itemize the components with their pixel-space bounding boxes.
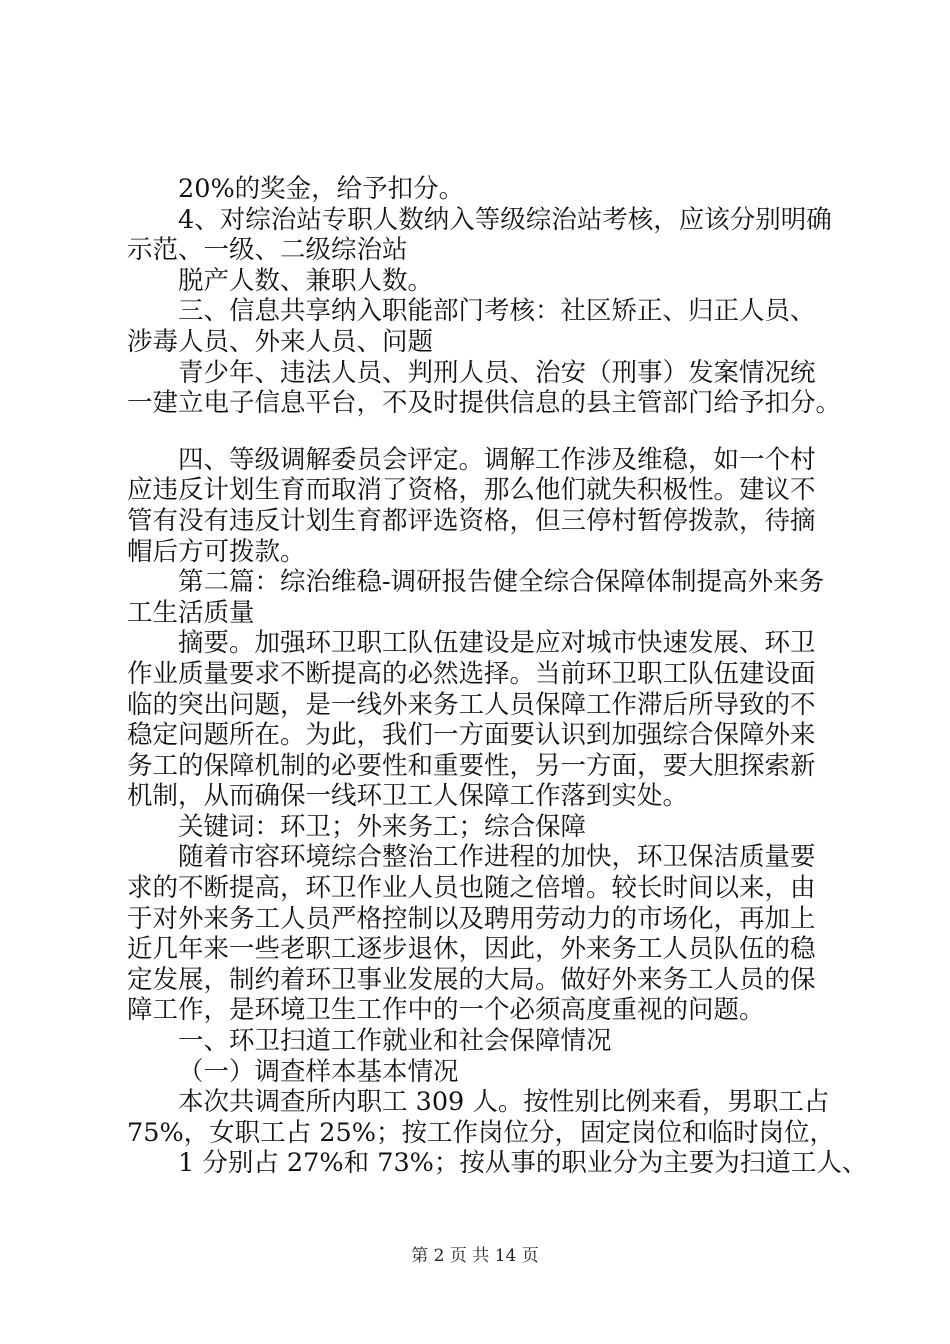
- document-body: [127, 174, 868, 1179]
- text-line: 障工作，是环境卫生工作中的一个必须高度重视的问题。: [127, 995, 765, 1026]
- text-line: 涉毒人员、外来人员、问题: [127, 326, 434, 357]
- keywords-line: 关键词：环卫；外来务工；综合保障: [178, 811, 587, 842]
- text-line: 随着市容环境综合整治工作进程的加快，环卫保洁质量要: [178, 842, 816, 873]
- text-line: 近几年来一些老职工逐步退休，因此，外来务工人员队伍的稳: [127, 934, 816, 965]
- text-line: 作业质量要求不断提高的必然选择。当前环卫职工队伍建设面: [127, 658, 816, 689]
- text-line: 75%，女职工占 25%；按工作岗位分，固定岗位和临时岗位，: [127, 1117, 835, 1148]
- text-line: 示范、一级、二级综治站: [127, 235, 408, 266]
- text-line: 1 分别占 27%和 73%；按从事的职业分为主要为扫道工人、: [178, 1148, 868, 1179]
- text-line: 务工的保障机制的必要性和重要性，另一方面，要大胆探索新: [127, 750, 816, 781]
- text-line: 帽后方可拨款。: [127, 536, 306, 567]
- text-line: 临的突出问题，是一线外来务工人员保障工作滞后所导致的不: [127, 689, 816, 720]
- text-line: 一建立电子信息平台，不及时提供信息的县主管部门给予扣分。: [127, 388, 842, 419]
- text-line: 定发展，制约着环卫事业发展的大局。做好外来务工人员的保: [127, 964, 816, 995]
- text-line: 稳定问题所在。为此，我们一方面要认识到加强综合保障外来: [127, 720, 816, 751]
- heading-line: （一）调查样本基本情况: [178, 1056, 459, 1087]
- text-line: 三、信息共享纳入职能部门考核：社区矫正、归正人员、: [178, 296, 816, 327]
- text-line: 本次共调查所内职工 309 人。按性别比例来看，男职工占: [178, 1087, 830, 1118]
- text-line: 脱产人数、兼职人数。: [178, 265, 434, 296]
- text-line: 求的不断提高，环卫作业人员也随之倍增。较长时间以来，由: [127, 873, 816, 904]
- text-line: 20%的奖金，给予扣分。: [178, 174, 465, 204]
- text-line: 机制，从而确保一线环卫工人保障工作落到实处。: [127, 781, 689, 812]
- page-number-footer: 第 2 页 共 14 页: [411, 1246, 539, 1266]
- text-line: 4、对综治站专职人数纳入等级综治站考核，应该分别明确: [178, 204, 832, 235]
- text-line: 四、等级调解委员会评定。调解工作涉及维稳，如一个村: [178, 444, 816, 475]
- text-line: 管有没有违反计划生育都评选资格，但三停村暂停拨款，待摘: [127, 505, 816, 536]
- text-line: 青少年、违法人员、判刑人员、治安（刑事）发案情况统: [178, 357, 816, 388]
- section-title: 第二篇：综治维稳-调研报告健全综合保障体制提高外来务: [178, 567, 825, 598]
- section-title: 工生活质量: [127, 597, 255, 628]
- heading-line: 一、环卫扫道工作就业和社会保障情况: [178, 1026, 612, 1057]
- text-line: 摘要。加强环卫职工队伍建设是应对城市快速发展、环卫: [178, 628, 816, 659]
- text-line: 于对外来务工人员严格控制以及聘用劳动力的市场化，再加上: [127, 903, 816, 934]
- text-line: 应违反计划生育而取消了资格，那么他们就失积极性。建议不: [127, 475, 816, 506]
- paragraph-gap: [127, 419, 837, 445]
